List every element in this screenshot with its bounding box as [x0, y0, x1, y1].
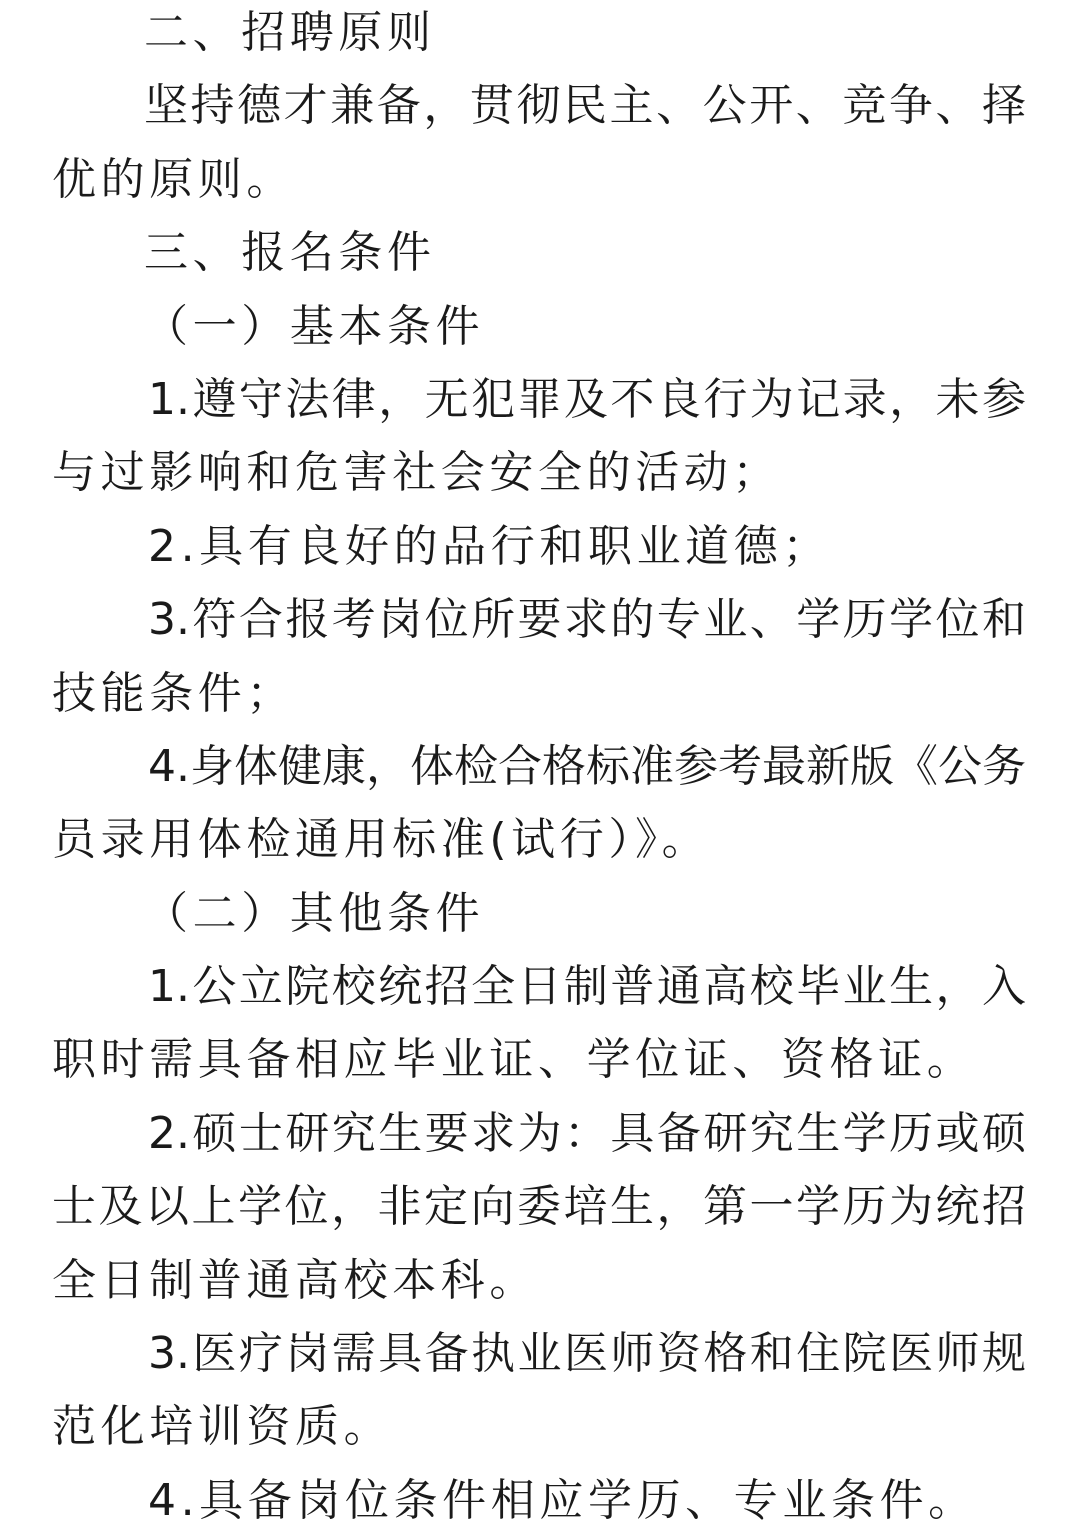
paragraph-line: 1.公立院校统招全日制普通高校毕业生，入	[148, 961, 1026, 1013]
document-page	[52, 0, 1026, 1537]
subsection-heading-other: （二）其他条件	[144, 887, 485, 939]
paragraph-line: 4.具备岗位条件相应学历、专业条件。	[148, 1474, 977, 1526]
section-heading-principles: 二、招聘原则	[144, 7, 436, 58]
paragraph-line: 1.遵守法律，无犯罪及不良行为记录，未参	[148, 373, 1026, 425]
subsection-heading-basic: （一）基本条件	[144, 300, 485, 352]
paragraph-line: 4.身体健康，体检合格标准参考最新版《公务	[148, 740, 1026, 792]
paragraph-line: 坚持德才兼备，贯彻民主、公开、竞争、择	[144, 80, 1026, 132]
paragraph-line: 职时需具备相应毕业证、学位证、资格证。	[52, 1034, 976, 1086]
paragraph-line: 技能条件；	[52, 667, 295, 719]
section-heading-requirements: 三、报名条件	[144, 227, 436, 279]
paragraph-line: 士及以上学位，非定向委培生，第一学历为统招	[52, 1181, 1026, 1233]
paragraph-line: 2.硕士研究生要求为：具备研究生学历或硕	[148, 1107, 1026, 1159]
paragraph-line: 2.具有良好的品行和职业道德；	[148, 520, 831, 572]
paragraph-line: 全日制普通高校本科。	[52, 1254, 538, 1306]
paragraph-line: 与过影响和危害社会安全的活动；	[52, 447, 781, 499]
paragraph-line: 优的原则。	[52, 153, 295, 205]
paragraph-line: 3.医疗岗需具备执业医师资格和住院医师规	[148, 1328, 1026, 1380]
paragraph-line: 3.符合报考岗位所要求的专业、学历学位和	[148, 594, 1026, 646]
paragraph-line: 范化培训资质。	[52, 1401, 393, 1453]
paragraph-line: 员录用体检通用标准(试行）》。	[52, 814, 711, 866]
